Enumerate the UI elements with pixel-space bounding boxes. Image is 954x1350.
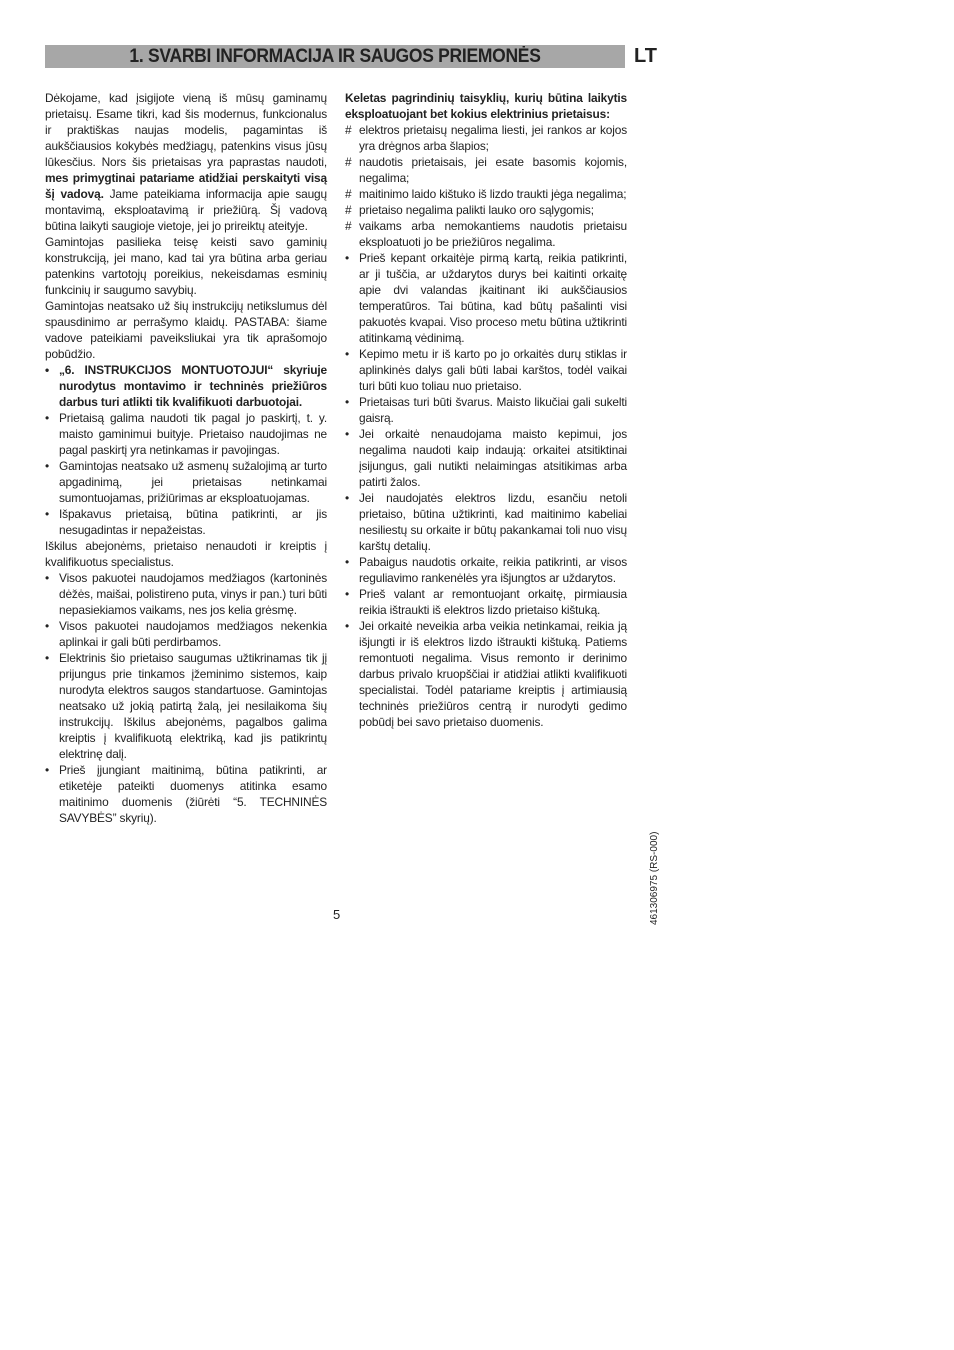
list-item: # naudotis prietaisais, jei esate basomis kojomis, negalima; — [345, 155, 627, 185]
rules-list — [345, 122, 627, 250]
page-number: 5 — [333, 907, 341, 922]
left-column — [45, 90, 327, 826]
list-item: # prietaiso negalima palikti lauko oro sąlygomis; — [345, 203, 594, 217]
list-item: • Prieš kepant orkaitėje pirmą kartą, reikia patikrinti, ar ji tuščia, ar uždarytos durys bei kaitinti orkaitę apie dvi valandas įkaitinant iki aukščiausios temperatūros. Tai būtina, kad būtų pašalinti visi pakuotės kvapai. Viso proceso metu būtina užtikrinti atitinkamą vėdinimą. — [345, 251, 627, 345]
list-item: # elektros prietaisų negalima liesti, jei rankos ar kojos yra drėgnos arba šlapios; — [345, 123, 627, 153]
list-item: • Prieš įjungiant maitinimą, būtina patikrinti, ar etiketėje pateikti duomenys atitinka esamo maitinimo duomenis (žiūrėti “5. TECHNINĖS SAVYBĖS” skyrių). — [45, 763, 327, 825]
rules-heading: Keletas pagrindinių taisyklių, kurių būtina laikytis eksploatuojant bet kokius elektrinius prietaisus: — [345, 91, 627, 121]
language-code: LT — [634, 45, 657, 67]
safety-list-a — [45, 362, 327, 538]
list-item: • Gamintojas neatsako už asmenų sužalojimą ar turto apgadinimą, jei prietaisas netinkamai sumontuojamas, prižiūrimas ar eksploatuojamas. — [45, 459, 327, 505]
list-item: • Prietaisą galima naudoti tik pagal jo paskirtį, t. y. maisto gaminimui buityje. Prietaiso naudojimas ne pagal paskirtį yra netinkamas ir pavojingas. — [45, 411, 327, 457]
list-item: # vaikams arba nemokantiems naudotis prietaisu eksploatuoti jo be priežiūros negalima. — [345, 219, 627, 249]
list-item: # maitinimo laido kištuko iš lizdo traukti jėga negalima; — [345, 187, 627, 201]
oven-safety-list — [345, 250, 627, 730]
intro-paragraph: Dėkojame, kad įsigijote vieną iš mūsų gaminamų prietaisų. Esame tikri, kad šis modernus, funkcionalus ir praktiškas naujas modelis, pagamintas iš aukščiausios kokybės medžiagų, patenkins visus jūsų lūkesčius. Nors šis prietaisas yra paprastas naudoti, mes primygtinai patariame atidžiai perskaityti visą šį vadovą. Jame pateikiama informacija apie saugų montavimą, eksploatavimą ir priežiūrą. Šį vadovą būtina laikyti saugioje vietoje, jei jo prireiktų ateityje. — [45, 91, 327, 233]
list-item: • Prieš valant ar remontuojant orkaitę, pirmiausia reikia ištraukti iš elektros lizdo prietaiso kištuką. — [345, 587, 627, 617]
safety-list-b — [45, 570, 327, 826]
list-item: • Išpakavus prietaisą, būtina patikrinti, ar jis nesugadintas ir nepažeistas. — [45, 507, 327, 537]
right-column — [345, 90, 627, 730]
section-header-bar — [45, 45, 625, 68]
list-item: • Visos pakuotei naudojamos medžiagos (kartoninės dėžės, maišai, polistireno puta, vinys ir pan.) turi būti nepasiekiamos vaikams, nes jos kelia grėsmę. — [45, 571, 327, 617]
document-code: 461306975 (RS-000) — [649, 831, 660, 925]
list-item: • Pabaigus naudotis orkaite, reikia patikrinti, ar visos reguliavimo rankenėlės yra išjungtos ar uždarytos. — [345, 555, 627, 585]
list-item: • Kepimo metu ir iš karto po jo orkaitės durų stiklas ir aplinkinės dalys gali būti labai karštos, todėl vaikai turi būti kuo toliau nuo prietaiso. — [345, 347, 627, 393]
list-item: • Jei orkaitė neveikia arba veikia netinkamai, reikia ją išjungti ir iš elektros lizdo ištraukti kištuką. Patiems remontuoti negalima. Visus remonto ir derinimo darbus privalo kruopščiai ir atidžiai atlikti kvalifikuoti specialistai. Todėl patariame kreiptis į artimiausią techninės priežiūros centrą ir nurodyti gedimo pobūdį bei savo prietaiso duomenis. — [345, 619, 627, 729]
list-item: • Jei naudojatės elektros lizdu, esančiu netoli prietaiso, būtina užtikrinti, kad maitinimo kabeliai nesiliestų su orkaite ir būtų pakankamai toli nuo visų karštų detalių. — [345, 491, 627, 553]
doubt-paragraph: Iškilus abejonėms, prietaiso nenaudoti ir kreiptis į kvalifikuotus specialistus. — [45, 539, 327, 569]
manufacturer-rights-paragraph: Gamintojas pasilieka teisę keisti savo gaminių konstrukciją, jei mano, kad tai yra būtina arba geriau patenkins vartotojų poreikius, nekeisdamas esminių funkcinių ir saugumo savybių. — [45, 235, 327, 297]
list-item: • Visos pakuotei naudojamos medžiagos nekenkia aplinkai ir gali būti perdirbamos. — [45, 619, 327, 649]
list-item: • Prietaisas turi būti švarus. Maisto likučiai gali sukelti gaisrą. — [345, 395, 627, 425]
section-title: 1. SVARBI INFORMACIJA IR SAUGOS PRIEMONĖS — [129, 46, 541, 67]
list-item: • Jei orkaitė nenaudojama maisto kepimui, jos negalima naudoti kaip indaują: orkaitei atsitiktinai įsijungus, gali nutikti nelaimingas atsitikimas arba patirti žalos. — [345, 427, 627, 489]
printing-errors-paragraph: Gamintojas neatsako už šių instrukcijų netikslumus dėl spausdinimo ar perrašymo klaidų. PASTABA: šiame vadove pateikiami paveiksliukai yra tik aprašomojo pobūdžio. — [45, 299, 327, 361]
list-item: • „6. INSTRUKCIJOS MONTUOTOJUI“ skyriuje nurodytus montavimo ir techninės priežiūros darbus turi atlikti tik kvalifikuoti darbuotojai. — [45, 363, 327, 409]
list-item: • Elektrinis šio prietaiso saugumas užtikrinamas tik jį prijungus prie tinkamos įžeminimo sistemos, kaip nurodyta elektros saugos standartuose. Gamintojas neatsako už jokią patirtą žalą, jei nesilaikoma šių instrukcijų. Iškilus abejonėms, pagalbos galima kreiptis į kvalifikuotą elektriką, kad jis patikrintų elektrinę dalį. — [45, 651, 327, 761]
